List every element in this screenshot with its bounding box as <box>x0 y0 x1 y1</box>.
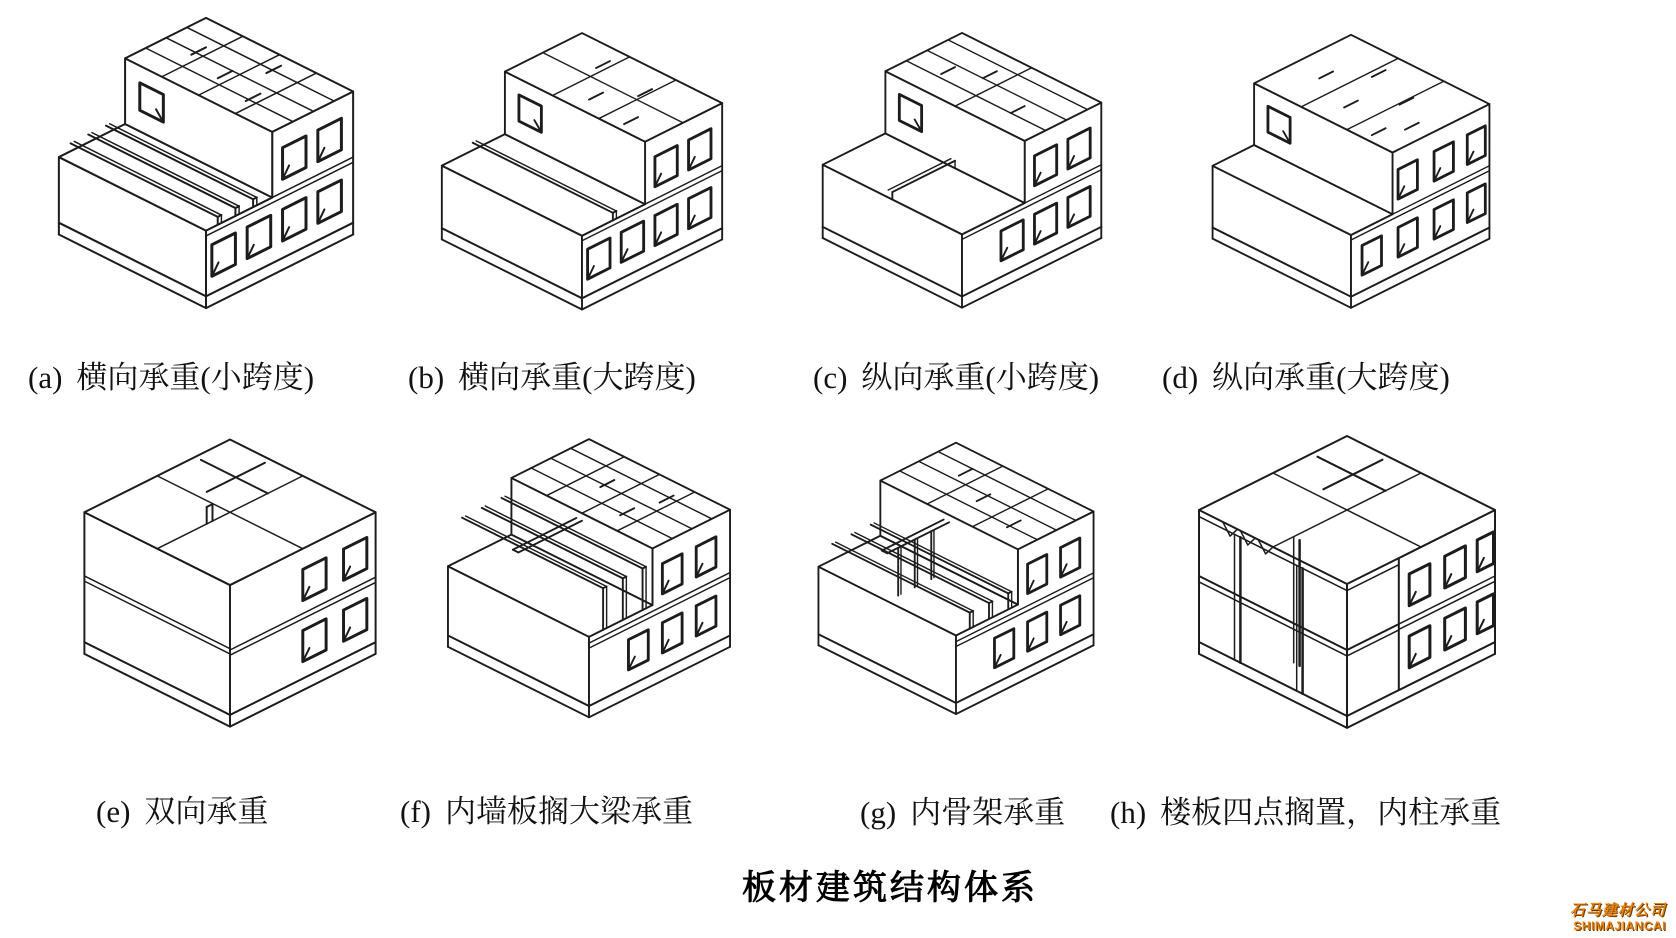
building-illustration-four-point-slab-column <box>1132 418 1562 758</box>
building-illustration-longitudinal-small-span <box>770 16 1154 336</box>
watermark-company-romanized: SHIMAJIANCAI <box>1573 918 1666 933</box>
figure-caption-h <box>1110 787 1501 832</box>
figure-letter-h: (h) <box>1110 795 1147 830</box>
figure-caption-b <box>408 352 696 397</box>
figure-text-d: 纵向承重(大跨度) <box>1212 360 1450 395</box>
figure-caption-c <box>813 352 1099 397</box>
figure-caption-a <box>28 352 314 397</box>
watermark <box>1570 903 1666 933</box>
figure-text-g: 内骨架承重 <box>910 795 1066 830</box>
building-illustration-two-way-bearing <box>48 420 412 758</box>
figure-letter-b: (b) <box>408 360 445 395</box>
building-illustration-interior-wall-beam <box>394 422 784 746</box>
figure-letter-e: (e) <box>96 794 131 829</box>
figure-text-h: 楼板四点搁置，内柱承重 <box>1160 795 1502 830</box>
figure-text-f: 内墙板搁大梁承重 <box>444 794 693 829</box>
figure-letter-a: (a) <box>28 360 63 395</box>
watermark-company-name: 石马建材公司 <box>1569 902 1666 920</box>
figure-text-a: 横向承重(小跨度) <box>76 360 315 395</box>
building-illustration-transverse-small-span <box>20 0 392 338</box>
building-illustration-transverse-large-span <box>398 16 766 338</box>
figure-text-e: 双向承重 <box>144 794 269 829</box>
figure-letter-f: (f) <box>400 794 431 829</box>
figure-caption-d <box>1162 352 1450 397</box>
figure-caption-f <box>400 786 693 831</box>
figure-letter-d: (d) <box>1162 360 1199 395</box>
building-illustration-interior-frame <box>784 426 1128 742</box>
figure-letter-g: (g) <box>860 795 897 830</box>
figure-text-b: 横向承重(大跨度) <box>458 360 696 395</box>
figure-caption-e <box>96 786 268 831</box>
figure-letter-c: (c) <box>813 360 848 395</box>
page-title: 板材建筑结构体系 <box>742 869 1038 907</box>
figure-caption-g <box>860 787 1065 832</box>
building-illustration-longitudinal-large-span <box>1146 18 1556 336</box>
figure-text-c: 纵向承重(小跨度) <box>861 360 1100 395</box>
